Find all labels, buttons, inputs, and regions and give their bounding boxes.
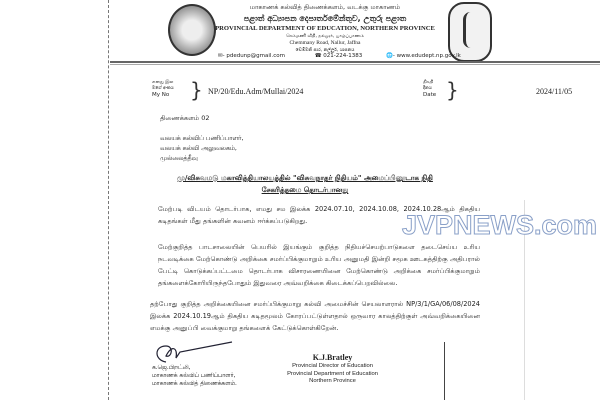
- watermark: JVPNEWS.com: [402, 210, 598, 240]
- letterhead: [215, 3, 435, 54]
- paragraph-2: மேற்குறித்த பாடசாலையின் பெயரில் இயங்கும் குறித்த நிதியச்செயற்பாடுகளை தடைசெய்ய உரிய நடவடிக்கை மேற்கொண்டு அறிக்கை சமர்ப்பிக்குமாறும் உரிய அனுமதி இன்றி சமூக ஊடகத்திற்கு அதிபரால் பேட்டி கொடுக்கப்பட்டமை தொடர்பாக விசாரணையினை மேற்கொண்டு அறிக்கை சமர்ப்பிக்குமாறும் தங்களைக்கோரியிருந்தபோதும் இதுவரை அவ்வறிக்கை கிடைக்கப்பெறவில்லை.: [158, 243, 480, 287]
- website: www.edudept.np.gov.lk: [396, 53, 461, 59]
- page-left-border: [108, 0, 109, 400]
- subject-line: மு/விசுவமடு மகாவித்தியாலயத்தில் "விசுவநாதர் நிதியம்" அமைப்பினூடாக நிதி: [177, 174, 433, 182]
- email: pdedunp@gmail.com: [226, 53, 285, 59]
- date-label-sinhala: දිනය: [423, 86, 432, 91]
- reference-labels: [152, 80, 174, 98]
- date-label-tamil: திகதி: [423, 80, 434, 85]
- signatory-title-tamil: மாகாணக் கல்விப் பணிப்பாளர்,: [152, 373, 236, 379]
- email-icon: ✉-: [218, 53, 225, 59]
- addressee: [160, 134, 243, 164]
- signatory-name: K.J.Bratley: [312, 353, 353, 362]
- stamp-edge: [444, 342, 445, 400]
- addressee-line: முல்லைத்தீவு: [160, 155, 198, 162]
- addressee-line: வலயக் கல்விப் பணிப்பாளர்,: [160, 135, 244, 142]
- date-label: Date: [423, 92, 437, 98]
- signatory-title: Provincial Director of Education: [292, 363, 373, 369]
- my-no-label: My No: [152, 92, 170, 98]
- my-no-label-tamil: எனது இல: [152, 80, 174, 85]
- paragraph-1: மேற்படி விடயம் தொடர்பாக, எமது சம இலக்க 2024.07.10, 2024.10.08, 2024.10.28ஆம் திகதிய கடிதங்கள் மீது தங்களின் கவனம் ஈர்க்கப்படுகிறது.: [158, 205, 480, 225]
- address-english: Chemmany Road, Nallur, Jaffna: [289, 40, 361, 46]
- subject-line: சேகரித்தமை தொடர்பானது: [261, 186, 349, 194]
- subject: [150, 172, 460, 196]
- department-unit: திணைக்களம் 02: [160, 114, 210, 122]
- signatory-name-tamil: க.ஜெ.பிறட்லி,: [152, 365, 191, 371]
- header-english: PROVINCIAL DEPARTMENT OF EDUCATION, NORTHERN PROVINCE: [215, 24, 435, 32]
- header-sinhala: පළාත් අධ්‍යාපන දෙපාර්තමේන්තුව, උතුරු පළාත: [243, 13, 407, 23]
- address-sinhala: චෙම්මනි පාර, නල්ලූර්, යාපනය: [295, 48, 355, 53]
- brace: }: [190, 78, 203, 102]
- signatory-dept-tamil: மாகாணக் கல்வித் திணைக்களம்.: [152, 381, 237, 387]
- phone-icon: ☎: [314, 53, 322, 59]
- phone: 021-224-1383: [323, 53, 363, 59]
- paragraph-3: தற்போது குறித்த அறிக்கையினை சமர்ப்பிக்குமாறு கல்வி அமைச்சின் செயலாளரால் NP/3/1/GA/06/08/2024 இலக்க 2024.10.19ஆம் திகதிய கடிதமூலம் கோரப்பட்டுள்ளதால் ஒருவார காலத்திற்குள் அவ்வறிக்கையினை எமக்கு அனுப்பி வைக்குமாறு தங்களைக் கேட்டுக்கொள்கிறேன்.: [150, 300, 480, 332]
- date-value: 2024/11/05: [536, 87, 573, 96]
- reference-number: NP/20/Edu.Adm/Mullai/2024: [208, 87, 304, 96]
- signatory-left: [152, 364, 237, 388]
- address-tamil: செம்மணி வீதி, நல்லூர், யாழ்ப்பாணம்: [286, 34, 364, 39]
- sri-lanka-emblem-logo: [168, 4, 216, 56]
- date-labels: [423, 80, 436, 98]
- signatory-province: Northern Province: [309, 378, 356, 384]
- globe-icon: 🌐-: [386, 53, 395, 59]
- date-brace: }: [446, 78, 459, 102]
- signatory-dept: Provincial Department of Education: [287, 370, 378, 377]
- header-divider-thin: [110, 64, 600, 65]
- header-divider: [110, 61, 600, 63]
- header-tamil: மாகாணக் கல்வித் திணைக்களம், வடக்கு மாகாணம்: [249, 3, 401, 11]
- signatory-right: [270, 353, 395, 386]
- addressee-line: வலயக் கல்வி அலுவலகம்,: [160, 145, 237, 152]
- my-no-label-sinhala: මගේ අංකය: [152, 86, 174, 91]
